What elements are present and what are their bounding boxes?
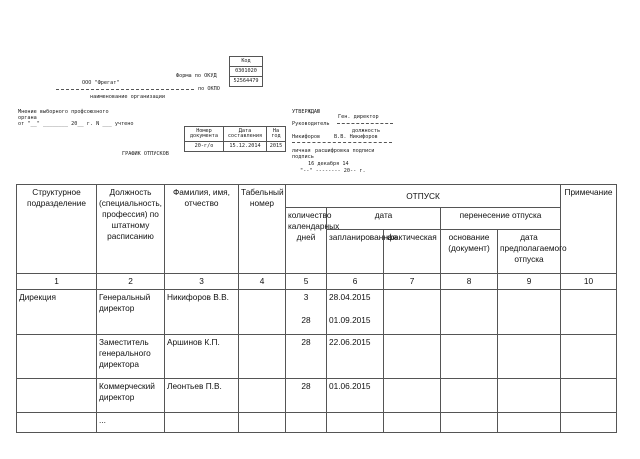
row-expected-date (498, 379, 561, 413)
org-name: ООО "Фрегат" (82, 80, 120, 86)
row-note (561, 335, 617, 379)
col-expected-header: дата предполагаемого отпуска (498, 230, 561, 274)
table-row (17, 379, 617, 413)
col-number: 5 (286, 274, 327, 290)
col-transfer-header: перенесение отпуска (441, 208, 561, 230)
row-days: 3 (286, 290, 327, 313)
okud-label: Форма по ОКУД (176, 73, 217, 79)
row-basis (441, 413, 498, 433)
approve-caption-sign: личная (292, 148, 311, 154)
col-date-header: дата (327, 208, 441, 230)
col-number: 3 (165, 274, 239, 290)
col-days-header: количество календарных дней (286, 208, 327, 274)
row-position: ... (97, 413, 165, 433)
row-days: 28 (286, 379, 327, 413)
approve-title: УТВЕРЖДАЮ (292, 109, 321, 115)
row-tabnum (239, 335, 286, 379)
okud-code: 0301020 (230, 67, 263, 77)
col-number: 9 (498, 274, 561, 290)
col-note-header: Примечание (561, 185, 617, 274)
col-basis-header: основание (документ) (441, 230, 498, 274)
table-row (17, 413, 617, 433)
doc-date: 15.12.2014 (224, 142, 267, 152)
row-tabnum (239, 290, 286, 335)
approve-caption-decode: расшифровка подписи (315, 148, 375, 154)
approve-signature: Никифоров (292, 134, 321, 140)
col-dept-header: Структурное подразделение (17, 185, 97, 274)
row-expected-date (498, 290, 561, 335)
col-position-header: Должность (специальность, профессия) по штатному расписанию (97, 185, 165, 274)
row-name: Леонтьев П.В. (165, 379, 239, 413)
row-note (561, 379, 617, 413)
row-days: 28 (286, 335, 327, 379)
col-vacation-header: ОТПУСК (286, 185, 561, 208)
row-note (561, 413, 617, 433)
row-basis (441, 290, 498, 335)
row-days (286, 413, 327, 433)
row-actual-date (384, 413, 441, 433)
col-number: 10 (561, 274, 617, 290)
row-expected-date (498, 413, 561, 433)
row-actual-date (384, 290, 441, 335)
union-opinion-line2: органа (18, 115, 37, 121)
row-name: Никифоров В.В. (165, 290, 239, 335)
approve-date-line: "--" -------- 20-- г. (300, 168, 366, 174)
row-dept (17, 413, 97, 433)
document-id-table (184, 126, 286, 152)
okpo-code: 52564479 (230, 77, 263, 87)
row-position: Коммерческий директор (97, 379, 165, 413)
row-position: Генеральный директор (97, 290, 165, 335)
row-planned-date: 22.06.2015 (327, 335, 384, 379)
approve-sign-line (292, 142, 392, 143)
row-actual-date (384, 335, 441, 379)
row-actual-date (384, 379, 441, 413)
approve-name: В.В. Никифоров (334, 134, 378, 140)
org-caption: наименование организации (90, 94, 165, 100)
union-opinion-line1: Мнение выборного профсоюзного (18, 109, 109, 115)
row-dept (17, 379, 97, 413)
col-tabnum-header: Табельный номер (239, 185, 286, 274)
okpo-label: по ОКПО (198, 86, 220, 92)
doc-date-label: Дата составления (224, 127, 267, 142)
row-dept: Дирекция (17, 290, 97, 335)
doc-number-label: Номер документа (185, 127, 224, 142)
col-number: 6 (327, 274, 384, 290)
column-numbers-row (17, 274, 617, 290)
code-box (229, 56, 263, 87)
doc-year: 2015 (267, 142, 286, 152)
col-planned-header: запланированная (327, 230, 384, 274)
approve-date: 16 декабря 14 (308, 161, 349, 167)
row-expected-date (498, 335, 561, 379)
row-name (165, 413, 239, 433)
row-basis (441, 379, 498, 413)
approve-position-line (337, 123, 393, 124)
row-tabnum (239, 413, 286, 433)
table-row (17, 335, 617, 379)
approve-caption-sign2: подпись (292, 154, 314, 160)
approve-role: Руководитель (292, 121, 330, 127)
col-actual-header: фактическая (384, 230, 441, 274)
row-tabnum (239, 379, 286, 413)
row-planned-date (327, 413, 384, 433)
row-position: Заместитель генерального директора (97, 335, 165, 379)
col-name-header: Фамилия, имя, отчество (165, 185, 239, 274)
row-dept (17, 335, 97, 379)
col-number: 4 (239, 274, 286, 290)
doc-number: 20-г/о (185, 142, 224, 152)
col-number: 7 (384, 274, 441, 290)
document-title: ГРАФИК ОТПУСКОВ (122, 151, 169, 157)
approve-position-caption: должность (352, 128, 381, 134)
org-name-line (56, 89, 194, 90)
row-planned-date: 01.06.2015 (327, 379, 384, 413)
col-number: 2 (97, 274, 165, 290)
vacation-schedule-table (16, 184, 617, 433)
row-days: 28 (286, 313, 327, 335)
row-name: Аршинов К.П. (165, 335, 239, 379)
col-number: 8 (441, 274, 498, 290)
row-note (561, 290, 617, 335)
row-planned-date: 28.04.2015 (327, 290, 384, 313)
doc-year-label: На год (267, 127, 286, 142)
col-number: 1 (17, 274, 97, 290)
table-row (17, 290, 617, 313)
union-opinion-line3: от "__" ________ 20__ г. N ___ учтено (18, 121, 134, 127)
code-label: Код (230, 57, 263, 67)
approve-position: Ген. директор (338, 114, 379, 120)
row-basis (441, 335, 498, 379)
row-planned-date: 01.09.2015 (327, 313, 384, 335)
